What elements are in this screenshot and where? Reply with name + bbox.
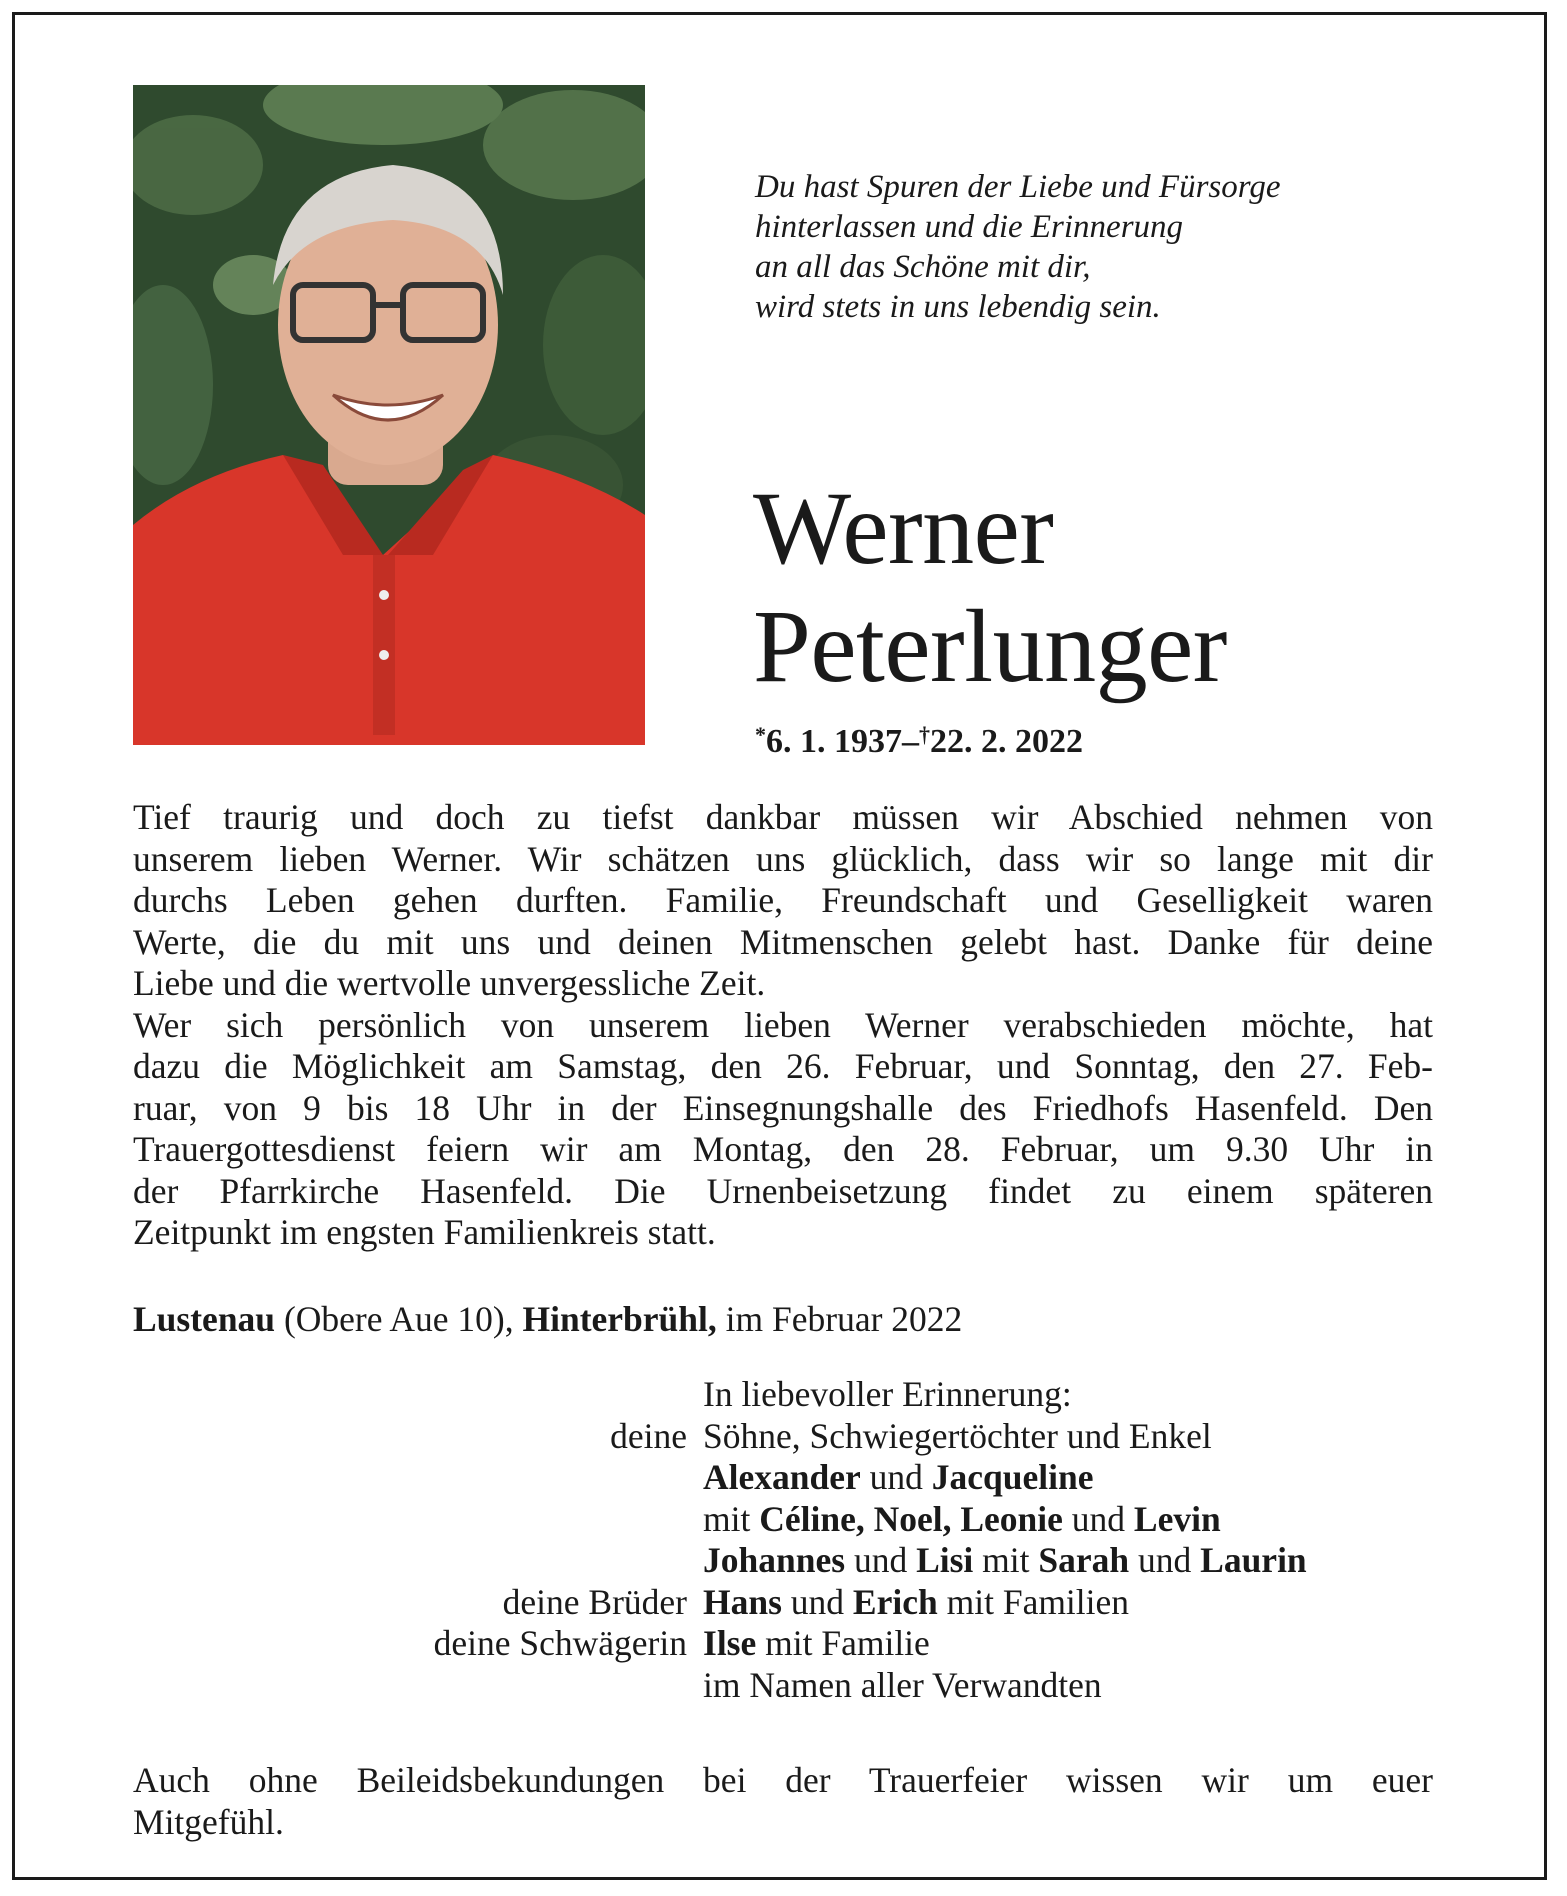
name-hans: Hans (703, 1581, 782, 1622)
name-jacqueline: Jacqueline (931, 1457, 1094, 1497)
quote-line: wird stets in uns lebendig sein. (755, 289, 1161, 325)
sons-text: Söhne, Schwiegertöchter und Enkel (703, 1415, 1212, 1456)
life-dates (755, 715, 1083, 762)
obituary-body (133, 797, 1433, 1254)
conj: mit (703, 1498, 760, 1539)
signature-row (133, 1499, 1433, 1541)
names-grandchildren: Céline, Noel, Leonie (759, 1498, 1063, 1539)
signature-intro: In liebevoller Erinnerung: (703, 1374, 1072, 1414)
signature-block (133, 1374, 1433, 1706)
name-levin: Levin (1133, 1498, 1221, 1539)
conj: und (860, 1457, 932, 1497)
death-symbol: † (919, 722, 930, 747)
obituary-page (12, 12, 1547, 1880)
name-laurin: Laurin (1200, 1540, 1307, 1580)
body-line: Tief traurig und doch zu tiefst dankbar müssen wir Abschied nehmen von (133, 797, 1433, 837)
town-hinterbruehl: Hinterbrühl, (522, 1299, 717, 1339)
conj: und (1062, 1498, 1134, 1539)
sister-in-law-label: deine Schwägerin (433, 1623, 687, 1663)
deceased-name (753, 470, 1227, 706)
quote-line: hinterlassen und die Erinnerung (755, 209, 1184, 245)
place-date: im Februar 2022 (716, 1299, 963, 1339)
body-line: dazu die Möglichkeit am Samstag, den 26. Februar, und Sonntag, den 27. Feb- (133, 1046, 1433, 1086)
conj: mit Familie (756, 1623, 930, 1663)
death-date: 22. 2. 2022 (930, 723, 1083, 760)
first-name: Werner (753, 471, 1054, 586)
signature-row (133, 1540, 1433, 1582)
relatives-line: im Namen aller Verwandten (703, 1664, 1102, 1705)
portrait-illustration (133, 85, 645, 745)
body-line: Liebe und die wertvolle unvergessliche Zeit. (133, 963, 766, 1003)
signature-row (133, 1416, 1433, 1458)
last-name: Peterlunger (753, 589, 1227, 704)
birth-symbol: * (755, 722, 766, 747)
name-erich: Erich (852, 1581, 938, 1622)
portrait-photo (133, 85, 645, 745)
body-line: Trauergottesdienst feiern wir am Montag, den 28. Februar, um 9.30 Uhr in (133, 1129, 1433, 1169)
memorial-quote (755, 167, 1475, 327)
conj: und (1129, 1540, 1201, 1580)
signature-row (133, 1374, 1433, 1416)
footer-line: Auch ohne Beileidsbekundungen bei der Trauerfeier wissen wir um euer (133, 1760, 1433, 1800)
conj: und (781, 1581, 853, 1622)
name-ilse: Ilse (703, 1623, 757, 1663)
signature-row (133, 1623, 1433, 1665)
conj: mit (973, 1540, 1039, 1580)
date-dash: – (902, 723, 919, 760)
body-line: Werte, die du mit uns und deinen Mitmenschen gelebt hast. Danke für deine (133, 921, 1433, 962)
signature-row (133, 1457, 1433, 1499)
name-alexander: Alexander (703, 1457, 861, 1497)
name-johannes: Johannes (703, 1540, 846, 1580)
body-line: Zeitpunkt im engsten Familienkreis statt. (133, 1212, 716, 1252)
name-sarah: Sarah (1038, 1540, 1130, 1580)
name-lisi: Lisi (916, 1540, 974, 1580)
footer-line: Mitgefühl. (133, 1801, 284, 1842)
address: (Obere Aue 10), (275, 1299, 523, 1339)
body-line: unserem lieben Werner. Wir schätzen uns glücklich, dass wir so lange mit dir (133, 838, 1433, 879)
body-line: der Pfarrkirche Hasenfeld. Die Urnenbeisetzung findet zu einem späteren (133, 1170, 1433, 1211)
conj: mit Familien (937, 1581, 1130, 1622)
conj: und (845, 1540, 917, 1580)
signature-row (133, 1665, 1433, 1707)
body-line: durchs Leben gehen durften. Familie, Freundschaft und Geselligkeit waren (133, 880, 1433, 920)
body-line: ruar, von 9 bis 18 Uhr in der Einsegnungshalle des Friedhofs Hasenfeld. Den (133, 1087, 1433, 1128)
quote-line: Du hast Spuren der Liebe und Fürsorge (755, 169, 1281, 205)
place-date-line (133, 1298, 1433, 1340)
town-lustenau: Lustenau (133, 1299, 276, 1339)
brothers-label: deine Brüder (502, 1581, 687, 1622)
birth-date: 6. 1. 1937 (766, 723, 902, 760)
sons-label: deine (610, 1415, 687, 1456)
quote-line: an all das Schöne mit dir, (755, 249, 1091, 285)
footer-note (133, 1760, 1433, 1843)
signature-row (133, 1582, 1433, 1624)
body-line: Wer sich persönlich von unserem lieben Werner verabschieden möchte, hat (133, 1004, 1433, 1045)
